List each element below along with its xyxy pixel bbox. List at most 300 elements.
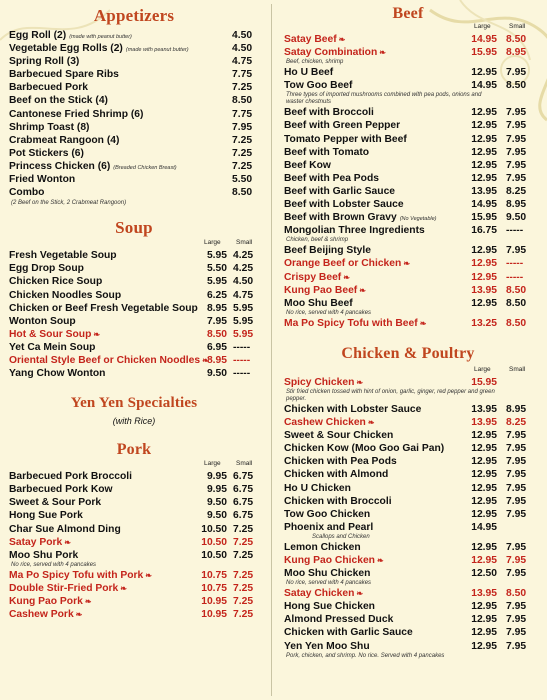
menu-item-small-price: 7.95 bbox=[506, 482, 527, 494]
menu-item-name: Chicken with Broccoli bbox=[284, 495, 392, 507]
menu-item-small-price: ----- bbox=[233, 368, 251, 380]
menu-item-name: Beef on the Stick (4) bbox=[9, 95, 108, 107]
menu-item-large-price: 12.95 bbox=[471, 146, 497, 158]
chili-pepper-icon: ❧ bbox=[376, 556, 384, 565]
menu-item-name: Crispy Beef bbox=[284, 271, 342, 283]
menu-item-label-group bbox=[9, 108, 143, 121]
menu-item-name: Char Sue Almond Ding bbox=[9, 523, 121, 535]
menu-item-label-group bbox=[9, 608, 82, 621]
chili-pepper-icon: ❧ bbox=[93, 329, 101, 339]
menu-item-small-price: 7.95 bbox=[506, 614, 527, 626]
menu-item-satay-pork bbox=[9, 536, 259, 549]
menu-item-large-price: 12.95 bbox=[471, 172, 497, 184]
menu-item-label-group bbox=[284, 567, 370, 580]
chicken-title: Chicken & Poultry bbox=[341, 344, 475, 362]
menu-item-small-price: 7.25 bbox=[233, 569, 254, 581]
menu-item-label-group bbox=[284, 297, 353, 310]
menu-item-large-price: 12.95 bbox=[471, 245, 497, 257]
menu-item-small-price: 7.95 bbox=[506, 456, 527, 468]
menu-item-spring-roll-3 bbox=[9, 55, 259, 68]
menu-item-chicken-with-lobster-sauce bbox=[284, 403, 532, 416]
chili-pepper-icon: ❧ bbox=[84, 597, 92, 606]
pork-small-label: Small bbox=[236, 460, 253, 468]
menu-item-name: Mongolian Three Ingredients bbox=[284, 225, 425, 237]
menu-item-label-group bbox=[284, 541, 361, 554]
menu-item-kung-pao-pork bbox=[9, 595, 259, 608]
menu-item-name: Yen Yen Moo Shu bbox=[284, 640, 370, 652]
menu-item-crispy-beef bbox=[284, 271, 532, 284]
menu-item-large-price: 6.95 bbox=[206, 341, 227, 353]
beef-large-label: Large bbox=[474, 23, 491, 30]
menu-item-label-group bbox=[9, 262, 84, 275]
menu-item-wonton-soup bbox=[9, 315, 259, 328]
menu-item-small-price: 4.75 bbox=[233, 289, 254, 301]
menu-item-large-price: 12.95 bbox=[471, 430, 497, 442]
menu-item-tow-goo-chicken bbox=[284, 508, 532, 521]
menu-item-label-group bbox=[284, 455, 397, 468]
menu-item-label-group bbox=[9, 354, 209, 367]
menu-item-name: Beef with Brown Gravy bbox=[284, 212, 397, 224]
specialties-subtitle: (with Rice) bbox=[112, 416, 156, 427]
menu-item-label-group bbox=[9, 315, 76, 328]
menu-item-small-price: 8.50 bbox=[506, 588, 527, 600]
menu-item-name: Chicken with Garlic Sauce bbox=[284, 627, 413, 639]
menu-item-large-price: 15.95 bbox=[471, 212, 497, 224]
menu-item-label-group bbox=[284, 554, 384, 567]
menu-item-chicken-with-almond bbox=[284, 468, 532, 481]
menu-item-name: Cashew Pork bbox=[9, 609, 74, 621]
soup-small-label: Small bbox=[236, 239, 253, 247]
menu-item-label-group bbox=[9, 470, 132, 483]
menu-item-name: Spicy Chicken bbox=[284, 376, 355, 388]
menu-item-beef-on-the-stick-4 bbox=[9, 94, 259, 107]
left-column bbox=[9, 0, 259, 621]
menu-item-small-price: 7.95 bbox=[506, 443, 527, 455]
menu-item-name: Beef Kow bbox=[284, 159, 331, 171]
menu-item-label-group bbox=[9, 94, 108, 107]
menu-item-small-price: 6.75 bbox=[233, 484, 254, 496]
menu-item-large-price: 6.25 bbox=[206, 289, 227, 301]
menu-item-name: Cashew Chicken bbox=[284, 417, 366, 429]
menu-item-description: Three types of imported mushrooms combined with pea pods, onions and waster chestnuts bbox=[286, 92, 482, 106]
chili-pepper-icon: ❧ bbox=[343, 272, 350, 282]
chili-pepper-icon: ❧ bbox=[419, 318, 427, 328]
menu-item-small-price: 7.95 bbox=[506, 601, 527, 613]
menu-item-beef-beijing-style bbox=[284, 244, 532, 257]
menu-item-satay-chicken bbox=[284, 587, 532, 600]
menu-item-small-price: 7.95 bbox=[506, 67, 527, 79]
menu-item-large-price: 13.95 bbox=[471, 588, 497, 600]
menu-item-small-price: 7.95 bbox=[506, 568, 527, 580]
menu-item-label-group bbox=[9, 302, 198, 315]
menu-item-name: Beef with Lobster Sauce bbox=[284, 199, 404, 211]
menu-item-label-group bbox=[284, 508, 370, 521]
menu-item-label-group bbox=[9, 523, 121, 536]
menu-item-label-group bbox=[9, 549, 78, 562]
menu-item-small-price: 5.95 bbox=[233, 302, 254, 314]
menu-item-name: Fresh Vegetable Soup bbox=[9, 250, 117, 262]
menu-item-description: Beef, chicken, shrimp bbox=[286, 59, 344, 66]
menu-item-price: 7.25 bbox=[232, 82, 253, 94]
menu-item-small-price: 7.95 bbox=[506, 541, 527, 553]
menu-item-hong-sue-chicken bbox=[284, 600, 532, 613]
menu-item-name: Ma Po Spicy Tofu with Beef bbox=[284, 317, 418, 329]
menu-item-label-group bbox=[9, 173, 75, 186]
chicken-small-label: Small bbox=[509, 365, 526, 373]
menu-item-sweet-and-sour-pork bbox=[9, 496, 259, 509]
menu-item-label-group bbox=[9, 147, 84, 160]
menu-item-chicken-with-broccoli bbox=[284, 495, 532, 508]
menu-item-yen-yen-moo-shu bbox=[284, 640, 532, 653]
menu-item-lemon-chicken bbox=[284, 541, 532, 554]
menu-item-small-price: 7.95 bbox=[506, 159, 527, 171]
menu-item-description: Pork, chicken, and shrimp. No rice. Served with 4 pancakes bbox=[286, 652, 445, 659]
menu-item-chicken-or-beef-fresh-vegetable-soup bbox=[9, 302, 259, 315]
menu-item-name: Chicken or Beef Fresh Vegetable Soup bbox=[9, 302, 198, 314]
menu-item-name: Satay Pork bbox=[9, 536, 63, 548]
menu-item-name: Kung Pao Chicken bbox=[284, 555, 375, 566]
menu-item-vegetable-egg-rolls-2 bbox=[9, 42, 259, 55]
menu-item-label-group bbox=[9, 55, 79, 68]
menu-item-label-group bbox=[284, 416, 375, 429]
menu-item-small-price: 7.95 bbox=[506, 627, 527, 639]
menu-item-large-price: 15.95 bbox=[471, 47, 497, 59]
menu-item-large-price: 9.95 bbox=[206, 484, 227, 496]
menu-item-note: (made with peanut butter) bbox=[69, 34, 132, 40]
menu-item-large-price: 10.75 bbox=[201, 582, 227, 594]
soup-size-header bbox=[9, 239, 259, 249]
menu-item-beef-with-pea-pods bbox=[284, 172, 532, 185]
menu-item-name: Princess Chicken (6) bbox=[9, 160, 111, 172]
menu-item-large-price: 9.95 bbox=[206, 471, 227, 483]
menu-item-label-group bbox=[284, 46, 386, 59]
menu-item-label-group bbox=[284, 376, 363, 389]
menu-item-label-group bbox=[9, 569, 152, 582]
menu-item-label-group bbox=[284, 66, 333, 79]
menu-item-label-group bbox=[284, 403, 421, 416]
menu-item-name: Chicken Rice Soup bbox=[9, 276, 103, 288]
menu-item-label-group bbox=[284, 521, 373, 534]
menu-item-satay-combination bbox=[284, 46, 532, 59]
menu-item-small-price: 7.25 bbox=[233, 549, 254, 561]
menu-item-small-price: 8.95 bbox=[506, 199, 527, 211]
menu-item-label-group bbox=[284, 119, 400, 132]
menu-item-chicken-rice-soup bbox=[9, 275, 259, 288]
menu-item-kung-pao-beef bbox=[284, 284, 532, 297]
menu-item-small-price: 7.95 bbox=[506, 133, 527, 145]
menu-item-price: 7.75 bbox=[232, 69, 253, 81]
right-column bbox=[284, 0, 532, 660]
menu-item-small-price: 7.95 bbox=[506, 640, 527, 652]
menu-item-label-group bbox=[9, 536, 71, 549]
menu-item-combo bbox=[9, 186, 259, 199]
menu-item-label-group bbox=[9, 341, 95, 354]
menu-item-princess-chicken-6 bbox=[9, 160, 259, 173]
menu-item-large-price: 12.95 bbox=[471, 555, 497, 566]
menu-item-beef-with-green-pepper bbox=[284, 119, 532, 132]
menu-item-label-group bbox=[284, 442, 444, 455]
menu-item-label-group bbox=[9, 496, 101, 509]
menu-item-name: Barbecued Pork Kow bbox=[9, 484, 113, 496]
menu-item-small-price: 8.50 bbox=[506, 284, 527, 296]
menu-item-large-price: 14.95 bbox=[471, 80, 497, 92]
menu-item-large-price: 12.95 bbox=[471, 297, 497, 309]
menu-item-large-price: 7.95 bbox=[206, 315, 227, 327]
beef-small-label: Small bbox=[509, 23, 526, 30]
menu-item-name: Barbecued Pork bbox=[9, 82, 88, 94]
menu-item-large-price: 8.50 bbox=[206, 328, 227, 340]
menu-item-large-price: 5.95 bbox=[206, 276, 227, 288]
column-divider bbox=[271, 4, 272, 696]
menu-item-label-group bbox=[284, 613, 393, 626]
menu-item-moo-shu-beef bbox=[284, 297, 532, 310]
menu-item-large-price: 8.95 bbox=[206, 302, 227, 314]
menu-item-large-price: 12.95 bbox=[471, 627, 497, 639]
menu-item-description: Scallops and Chicken bbox=[312, 533, 370, 540]
menu-item-name: Chicken with Pea Pods bbox=[284, 456, 397, 468]
menu-item-small-price: 7.95 bbox=[506, 120, 527, 132]
menu-item-beef-kow bbox=[284, 159, 532, 172]
menu-item-name: Beef with Tomato bbox=[284, 146, 370, 158]
menu-item-price: 7.95 bbox=[232, 121, 253, 133]
menu-item-large-price: 12.95 bbox=[471, 258, 497, 270]
menu-item-small-price: 7.95 bbox=[506, 107, 527, 119]
menu-item-large-price: 12.95 bbox=[471, 120, 497, 132]
menu-item-name: Shrimp Toast (8) bbox=[9, 121, 90, 133]
menu-item-name: Satay Combination bbox=[284, 47, 378, 59]
menu-item-beef-with-tomato bbox=[284, 146, 532, 159]
menu-item-label-group bbox=[284, 257, 410, 270]
menu-item-name: Double Stir-Fried Pork bbox=[9, 582, 119, 594]
menu-item-name: Kung Pao Beef bbox=[284, 284, 358, 296]
pork-list bbox=[9, 470, 259, 621]
menu-item-large-price: 8.95 bbox=[206, 354, 227, 366]
menu-item-large-price: 12.95 bbox=[471, 469, 497, 481]
chicken-large-label: Large bbox=[474, 365, 491, 373]
menu-item-large-price: 10.50 bbox=[201, 523, 227, 535]
menu-item-oriental-style-beef-or-chicken-noodles bbox=[9, 354, 259, 367]
menu-item-name: Fried Wonton bbox=[9, 174, 76, 186]
menu-item-name: Egg Drop Soup bbox=[9, 263, 84, 275]
menu-item-small-price: 6.75 bbox=[233, 510, 254, 522]
menu-item-label-group bbox=[9, 582, 127, 595]
menu-item-small-price: ----- bbox=[233, 354, 251, 366]
menu-item-moo-shu-pork bbox=[9, 549, 259, 562]
menu-item-label-group bbox=[284, 133, 407, 146]
menu-item-small-price: 7.25 bbox=[233, 596, 254, 607]
menu-item-phoenix-and-pearl bbox=[284, 521, 532, 534]
menu-item-small-price: 7.95 bbox=[506, 495, 527, 507]
menu-item-large-price: 10.95 bbox=[201, 609, 227, 621]
pork-large-label: Large bbox=[204, 460, 221, 468]
menu-item-name: Crabmeat Rangoon (4) bbox=[9, 134, 120, 146]
menu-item-label-group bbox=[284, 198, 404, 211]
menu-item-chicken-kow-moo-goo-gai-pan bbox=[284, 442, 532, 455]
menu-item-crabmeat-rangoon-4 bbox=[9, 134, 259, 147]
menu-item-yet-ca-mein-soup bbox=[9, 341, 259, 354]
menu-item-label-group bbox=[284, 284, 366, 297]
menu-item-name: Yang Chow Wonton bbox=[9, 368, 106, 380]
chicken-size-header bbox=[284, 366, 532, 376]
menu-item-price: 7.25 bbox=[232, 160, 253, 172]
menu-item-label-group bbox=[9, 121, 89, 134]
pork-size-header bbox=[9, 460, 259, 470]
menu-item-name: Tow Goo Beef bbox=[284, 80, 353, 92]
menu-item-small-price: ----- bbox=[506, 271, 524, 283]
menu-item-small-price: 7.25 bbox=[233, 582, 254, 594]
pork-title: Pork bbox=[116, 441, 152, 459]
menu-item-beef-with-lobster-sauce bbox=[284, 198, 532, 211]
menu-item-description: No rice, served with 4 pancakes bbox=[286, 580, 372, 587]
appetizers-title: Appetizers bbox=[93, 6, 175, 25]
menu-item-label-group bbox=[284, 495, 392, 508]
menu-item-large-price: 9.50 bbox=[206, 497, 227, 509]
menu-item-large-price: 12.95 bbox=[471, 159, 497, 171]
menu-item-name: Moo Shu Beef bbox=[284, 297, 353, 309]
menu-item-name: Almond Pressed Duck bbox=[284, 614, 394, 626]
specialties-title: Yen Yen Specialties bbox=[70, 395, 198, 412]
beef-list bbox=[284, 33, 532, 330]
menu-item-label-group bbox=[9, 134, 119, 147]
menu-item-ho-u-chicken bbox=[284, 482, 532, 495]
menu-item-name: Cantonese Fried Shrimp (6) bbox=[9, 108, 144, 120]
menu-item-large-price: 12.95 bbox=[471, 482, 497, 494]
menu-item-large-price: 13.95 bbox=[471, 403, 497, 415]
menu-item-label-group bbox=[284, 271, 350, 284]
menu-item-small-price: ----- bbox=[506, 258, 524, 270]
menu-item-price: 7.25 bbox=[232, 147, 253, 159]
menu-item-small-price: 5.95 bbox=[233, 328, 254, 340]
chili-pepper-icon: ❧ bbox=[359, 285, 366, 295]
menu-item-small-price: 7.25 bbox=[233, 523, 254, 535]
menu-item-small-price: 4.25 bbox=[233, 250, 254, 262]
menu-item-fresh-vegetable-soup bbox=[9, 249, 259, 262]
menu-item-label-group bbox=[9, 275, 102, 288]
menu-item-label-group bbox=[284, 626, 413, 639]
menu-item-large-price: 5.50 bbox=[206, 263, 227, 275]
beef-title: Beef bbox=[392, 5, 424, 22]
menu-item-small-price: 8.95 bbox=[506, 403, 527, 415]
menu-item-small-price: 8.50 bbox=[506, 317, 527, 329]
menu-item-large-price: 13.95 bbox=[471, 417, 497, 429]
menu-item-moo-shu-chicken bbox=[284, 567, 532, 580]
menu-item-name: Chicken Kow (Moo Goo Gai Pan) bbox=[284, 443, 445, 455]
menu-item-satay-beef bbox=[284, 33, 532, 46]
chili-pepper-icon: ❧ bbox=[75, 610, 83, 620]
menu-item-hot-and-sour-soup bbox=[9, 328, 259, 341]
menu-item-small-price: 8.25 bbox=[506, 417, 527, 429]
menu-item-label-group bbox=[9, 595, 92, 608]
menu-item-name: Combo bbox=[9, 187, 45, 199]
menu-item-cashew-chicken bbox=[284, 416, 532, 429]
menu-item-tomato-pepper-with-beef bbox=[284, 133, 532, 146]
menu-item-label-group bbox=[284, 106, 374, 119]
menu-item-yang-chow-wonton bbox=[9, 367, 259, 380]
menu-item-shrimp-toast-8 bbox=[9, 121, 259, 134]
menu-item-small-price: 7.95 bbox=[506, 469, 527, 481]
menu-item-name: Tomato Pepper with Beef bbox=[284, 133, 407, 145]
menu-item-large-price: 12.95 bbox=[471, 443, 497, 455]
menu-item-small-price: 7.25 bbox=[233, 609, 254, 621]
menu-item-label-group bbox=[284, 159, 331, 172]
chili-pepper-icon: ❧ bbox=[338, 35, 346, 44]
menu-item-name: Oriental Style Beef or Chicken Noodles bbox=[9, 354, 201, 366]
menu-item-large-price: 13.25 bbox=[471, 317, 497, 329]
menu-item-small-price: 8.25 bbox=[506, 185, 527, 197]
menu-item-small-price: 4.50 bbox=[233, 276, 254, 288]
menu-item-note: (Breaded Chicken Breast) bbox=[113, 164, 177, 171]
menu-item-label-group bbox=[284, 640, 370, 653]
menu-item-small-price: 8.50 bbox=[506, 80, 527, 92]
menu-item-large-price: 14.95 bbox=[471, 199, 497, 211]
menu-item-name: Beef with Green Pepper bbox=[284, 120, 401, 132]
menu-item-price: 5.50 bbox=[232, 174, 253, 186]
menu-item-description: No rice, served with 4 pancakes bbox=[11, 561, 97, 568]
menu-item-barbecued-pork bbox=[9, 81, 259, 94]
combo-note: (2 Beef on the Stick, 2 Crabmeat Rangoon) bbox=[11, 200, 127, 207]
menu-item-large-price: 9.50 bbox=[206, 510, 227, 522]
menu-item-name: Beef Beijing Style bbox=[284, 245, 371, 257]
appetizers-list bbox=[9, 29, 259, 199]
menu-item-large-price: 10.95 bbox=[201, 596, 227, 607]
menu-item-label-group bbox=[284, 146, 369, 159]
menu-item-large-price: 12.95 bbox=[471, 614, 497, 626]
menu-item-large-price: 15.95 bbox=[471, 376, 497, 388]
menu-item-small-price: 7.95 bbox=[506, 172, 527, 184]
menu-item-name: Kung Pao Pork bbox=[9, 596, 83, 607]
menu-item-name: Barbecued Pork Broccoli bbox=[9, 471, 133, 483]
menu-item-small-price: 6.75 bbox=[233, 497, 254, 509]
menu-item-beef-with-brown-gravy bbox=[284, 211, 532, 224]
menu-item-ho-u-beef bbox=[284, 66, 532, 79]
menu-item-label-group bbox=[284, 482, 351, 495]
menu-item-label-group bbox=[284, 33, 345, 46]
menu-item-name: Ho U Chicken bbox=[284, 482, 351, 494]
menu-item-name: Sweet & Sour Pork bbox=[9, 497, 102, 509]
menu-item-description: No rice, served with 4 pancakes bbox=[286, 309, 372, 316]
menu-item-double-stir-fried-pork bbox=[9, 582, 259, 595]
menu-item-chicken-with-garlic-sauce bbox=[284, 626, 532, 639]
menu-item-label-group bbox=[9, 367, 105, 380]
menu-item-small-price: 7.95 bbox=[506, 555, 527, 566]
menu-item-label-group bbox=[284, 244, 371, 257]
menu-item-label-group bbox=[284, 185, 395, 198]
menu-item-name: Orange Beef or Chicken bbox=[284, 258, 402, 270]
menu-item-label-group bbox=[9, 249, 117, 262]
menu-item-name: Hong Sue Chicken bbox=[284, 601, 375, 613]
menu-item-name: Ma Po Spicy Tofu with Pork bbox=[9, 569, 144, 581]
menu-item-label-group bbox=[284, 317, 426, 330]
chili-pepper-icon: ❧ bbox=[356, 589, 364, 599]
menu-item-label-group bbox=[284, 224, 425, 237]
menu-item-small-price: 6.75 bbox=[233, 471, 254, 483]
menu-item-small-price: ----- bbox=[506, 225, 524, 237]
menu-item-barbecued-spare-ribs bbox=[9, 68, 259, 81]
menu-item-pot-stickers-6 bbox=[9, 147, 259, 160]
menu-item-name: Lemon Chicken bbox=[284, 541, 361, 553]
menu-item-large-price: 12.95 bbox=[471, 67, 497, 79]
chili-pepper-icon: ❧ bbox=[64, 537, 71, 547]
menu-item-name: Hot & Sour Soup bbox=[9, 328, 92, 340]
menu-item-price: 8.50 bbox=[232, 187, 253, 199]
menu-item-spicy-chicken bbox=[284, 376, 532, 389]
menu-item-char-sue-almond-ding bbox=[9, 523, 259, 536]
menu-item-large-price: 12.95 bbox=[471, 456, 497, 468]
menu-item-name: Beef with Broccoli bbox=[284, 107, 374, 119]
menu-item-large-price: 12.95 bbox=[471, 508, 497, 520]
menu-item-large-price: 13.95 bbox=[471, 284, 497, 296]
menu-item-label-group bbox=[9, 328, 100, 341]
